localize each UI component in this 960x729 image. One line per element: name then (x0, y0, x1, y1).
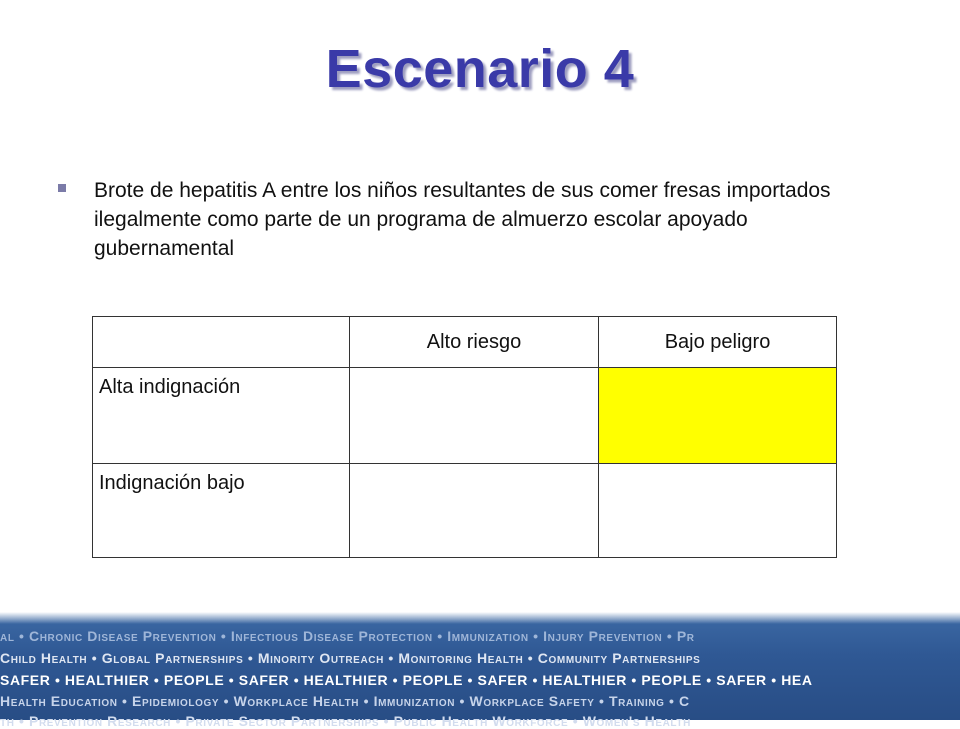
footer-line: th • Prevention Research • Private Sector Partnerships • Public Health Workforce • Women's Health (0, 713, 691, 729)
bullet-item (58, 176, 898, 263)
footer-banner (0, 612, 960, 729)
bullet-text: Brote de hepatitis A entre los niños resultantes de sus comer fresas importados ilegalmente como parte de un programa de almuerzo escolar apoyado gubernamental (94, 179, 831, 260)
table-row (93, 368, 837, 464)
footer-line: al • Chronic Disease Prevention • Infectious Disease Protection • Immunization • Injury Prevention • Pr (0, 628, 695, 644)
table-corner-cell (93, 317, 350, 368)
row-label-alta-indignacion: Alta indignación (93, 368, 350, 464)
bullet-list (58, 176, 898, 263)
table-cell (599, 464, 837, 558)
row-label-indignacion-bajo: Indignación bajo (93, 464, 350, 558)
table-cell (350, 464, 599, 558)
highlighted-cell (599, 368, 837, 464)
footer-line: Health Education • Epidemiology • Workplace Health • Immunization • Workplace Safety • Training • C (0, 693, 690, 709)
footer-line: Child Health • Global Partnerships • Minority Outreach • Monitoring Health • Community Partnerships (0, 650, 701, 666)
slide-title: Escenario 4 (325, 39, 635, 99)
table-row (93, 464, 837, 558)
column-header-alto-riesgo: Alto riesgo (350, 317, 599, 368)
table-header-row (93, 317, 837, 368)
risk-outrage-matrix (92, 316, 837, 558)
table-cell (350, 368, 599, 464)
column-header-bajo-peligro: Bajo peligro (599, 317, 837, 368)
footer-line: SAFER • HEALTHIER • PEOPLE • SAFER • HEALTHIER • PEOPLE • SAFER • HEALTHIER • PEOPLE • SAFER • HEA (0, 672, 813, 688)
square-bullet-icon (58, 184, 66, 192)
